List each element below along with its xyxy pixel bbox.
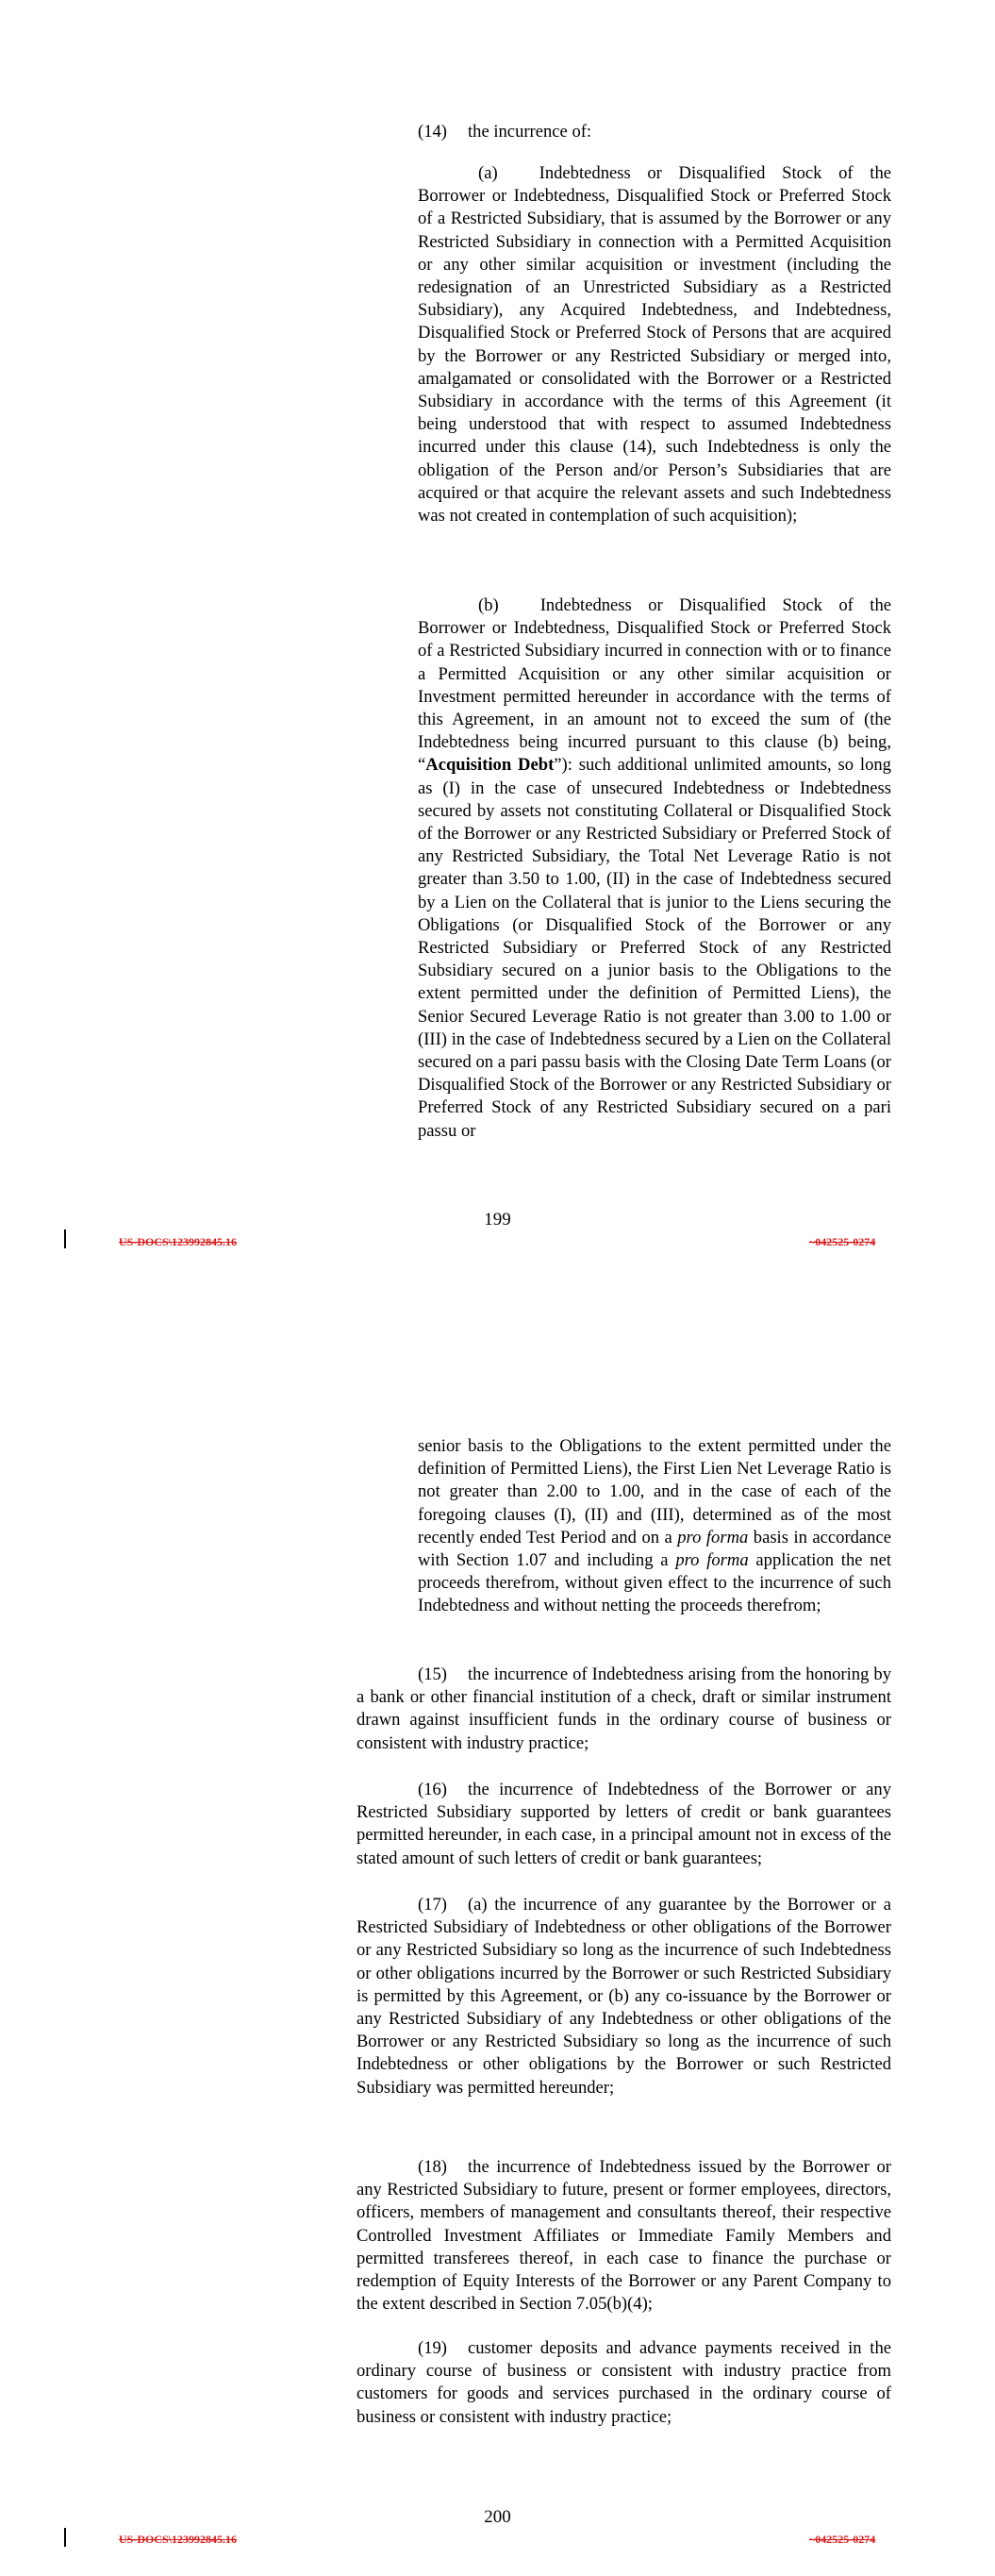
continuation-text-end: application the net proceeds therefrom, without given effect to the incurrence of such Indebtedness and without netting the proceeds therefrom; xyxy=(418,1550,891,1616)
change-bar xyxy=(64,1229,66,1248)
item-19-label: (19) xyxy=(418,2338,447,2358)
footer-doc-id: US-DOCS\123992845.16 xyxy=(119,1235,238,1248)
item-19-paragraph xyxy=(357,2337,891,2429)
change-bar xyxy=(64,2528,66,2547)
item-14b-text-post: ”): such additional unlimited amounts, so long as (I) in the case of unsecured Indebtedness or Indebtedness secured by assets not constituting Collateral or Disqualified Stock of the Borrower or any Restricted Subsidiary or Preferred Stock of any Restricted Subsidiary, the Total Net Leverage Ratio is not greater than 3.50 to 1.00, (II) in the case of Indebtedness secured by a Lien on the Collateral that is junior to the Liens securing the Obligations (or Disqualified Stock of the Borrower or any Restricted Subsidiary or Preferred Stock of any Restricted Subsidiary secured on a junior basis to the Obligations to the extent permitted under the definition of Permitted Liens), the Senior Secured Leverage Ratio is not greater than 3.00 to 1.00 or (III) in the case of Indebtedness secured by a Lien on the Collateral secured on a pari passu basis with the Closing Date Term Loans (or Disqualified Stock of the Borrower or any Restricted Subsidiary or Preferred Stock of any Restricted Subsidiary secured on a pari passu or xyxy=(418,755,891,1141)
footer-matter-id: ~042525-0274 xyxy=(809,1235,876,1248)
item-15-paragraph xyxy=(357,1664,891,1755)
item-18-paragraph xyxy=(357,2156,891,2316)
item-14-text: the incurrence of: xyxy=(467,122,592,142)
page-number: 199 xyxy=(484,1210,511,1229)
item-16-label: (16) xyxy=(418,1780,447,1799)
item-14b-text-pre: Indebtedness or Disqualified Stock of the Borrower or Indebtedness, Disqualified Stock or Preferred Stock of a Restricted Subsidiary incurred in connection with or to finance a Permitted Acquisition or any other similar acquisition or Investment permitted hereunder in accordance with the terms of this Agreement, in an amount not to exceed the sum of (the Indebtedness being incurred pursuant to this clause (b) being, “ xyxy=(418,595,891,776)
item-16-paragraph xyxy=(357,1779,891,1870)
item-17-paragraph xyxy=(357,1894,891,2099)
continuation-text-mid: basis in accordance with Section 1.07 and including a xyxy=(418,1527,891,1571)
footer-matter-id: ~042525-0274 xyxy=(809,2533,876,2546)
item-14a-label: (a) xyxy=(478,163,498,183)
item-14-heading xyxy=(418,121,889,143)
item-14-number: (14) xyxy=(418,122,447,142)
item-17-text: (a) the incurrence of any guarantee by the Borrower or a Restricted Subsidiary of Indebtedness or other obligations of the Borrower or any Restricted Subsidiary so long as the incurrence of such Indebtedness or other obligations incurred by the Borrower or such Restricted Subsidiary is permitted by this Agreement, or (b) any co-issuance by the Borrower or any Restricted Subsidiary of any Indebtedness or other obligations of the Borrower or any Restricted Subsidiary so long as the incurrence of such Indebtedness or other obligations by the Borrower or such Restricted Subsidiary was permitted hereunder; xyxy=(357,1895,891,2098)
item-14b-label: (b) xyxy=(478,595,499,615)
item-15-text: the incurrence of Indebtedness arising from the honoring by a bank or other financial institution of a check, draft or similar instrument drawn against insufficient funds in the ordinary course of business or consistent with industry practice; xyxy=(357,1664,891,1753)
item-16-text: the incurrence of Indebtedness of the Borrower or any Restricted Subsidiary supported by letters of credit or bank guarantees permitted hereunder, in each case, in a principal amount not in excess of the stated amount of such letters of credit or bank guarantees; xyxy=(357,1780,891,1868)
page-199 xyxy=(0,0,995,1250)
pro-forma-term: pro forma xyxy=(677,1527,749,1547)
pro-forma-term-2: pro forma xyxy=(675,1550,749,1571)
footer-doc-id: US-DOCS\123992845.16 xyxy=(119,2533,238,2546)
item-14b-paragraph xyxy=(418,594,891,1143)
item-18-label: (18) xyxy=(418,2157,447,2177)
page-200 xyxy=(0,1250,995,2576)
item-19-text: customer deposits and advance payments received in the ordinary course of business or consistent with industry practice from customers for goods and services purchased in the ordinary course of business or consistent with industry practice; xyxy=(357,2338,891,2427)
acquisition-debt-term: Acquisition Debt xyxy=(425,755,555,776)
item-14b-continuation xyxy=(418,1435,891,1618)
item-17-label: (17) xyxy=(418,1895,447,1915)
item-14a-paragraph xyxy=(418,162,891,527)
page-number: 200 xyxy=(484,2507,511,2527)
item-15-label: (15) xyxy=(418,1664,447,1684)
item-14a-text: Indebtedness or Disqualified Stock of the Borrower or Indebtedness, Disqualified Stock or Preferred Stock of a Restricted Subsidiary, that is assumed by the Borrower or any Restricted Subsidiary in connection with a Permitted Acquisition or any other similar acquisition or investment (including the redesignation of an Unrestricted Subsidiary as a Restricted Subsidiary), any Acquired Indebtedness, and Indebtedness, Disqualified Stock or Preferred Stock of Persons that are acquired by the Borrower or any Restricted Subsidiary or merged into, amalgamated or consolidated with the Borrower or a Restricted Subsidiary in accordance with the terms of this Agreement (it being understood that with respect to assumed Indebtedness incurred under this clause (14), such Indebtedness is only the obligation of the Person and/or Person’s Subsidiaries that are acquired or that acquire the relevant assets and such Indebtedness was not created in contemplation of such acquisition); xyxy=(418,163,891,527)
item-18-text: the incurrence of Indebtedness issued by the Borrower or any Restricted Subsidiary to future, present or former employees, directors, officers, members of management and consultants thereof, their respective Controlled Investment Affiliates or Immediate Family Members and permitted transferees thereof, in each case to finance the purchase or redemption of Equity Interests of the Borrower or any Parent Company to the extent described in Section 7.05(b)(4); xyxy=(357,2157,891,2315)
continuation-text: senior basis to the Obligations to the extent permitted under the definition of Permitted Liens), the First Lien Net Leverage Ratio is not greater than 2.00 to 1.00, and in the case of each of the foregoing clauses (I), (II) and (III), determined as of the most recently ended Test Period and on a xyxy=(418,1436,891,1547)
